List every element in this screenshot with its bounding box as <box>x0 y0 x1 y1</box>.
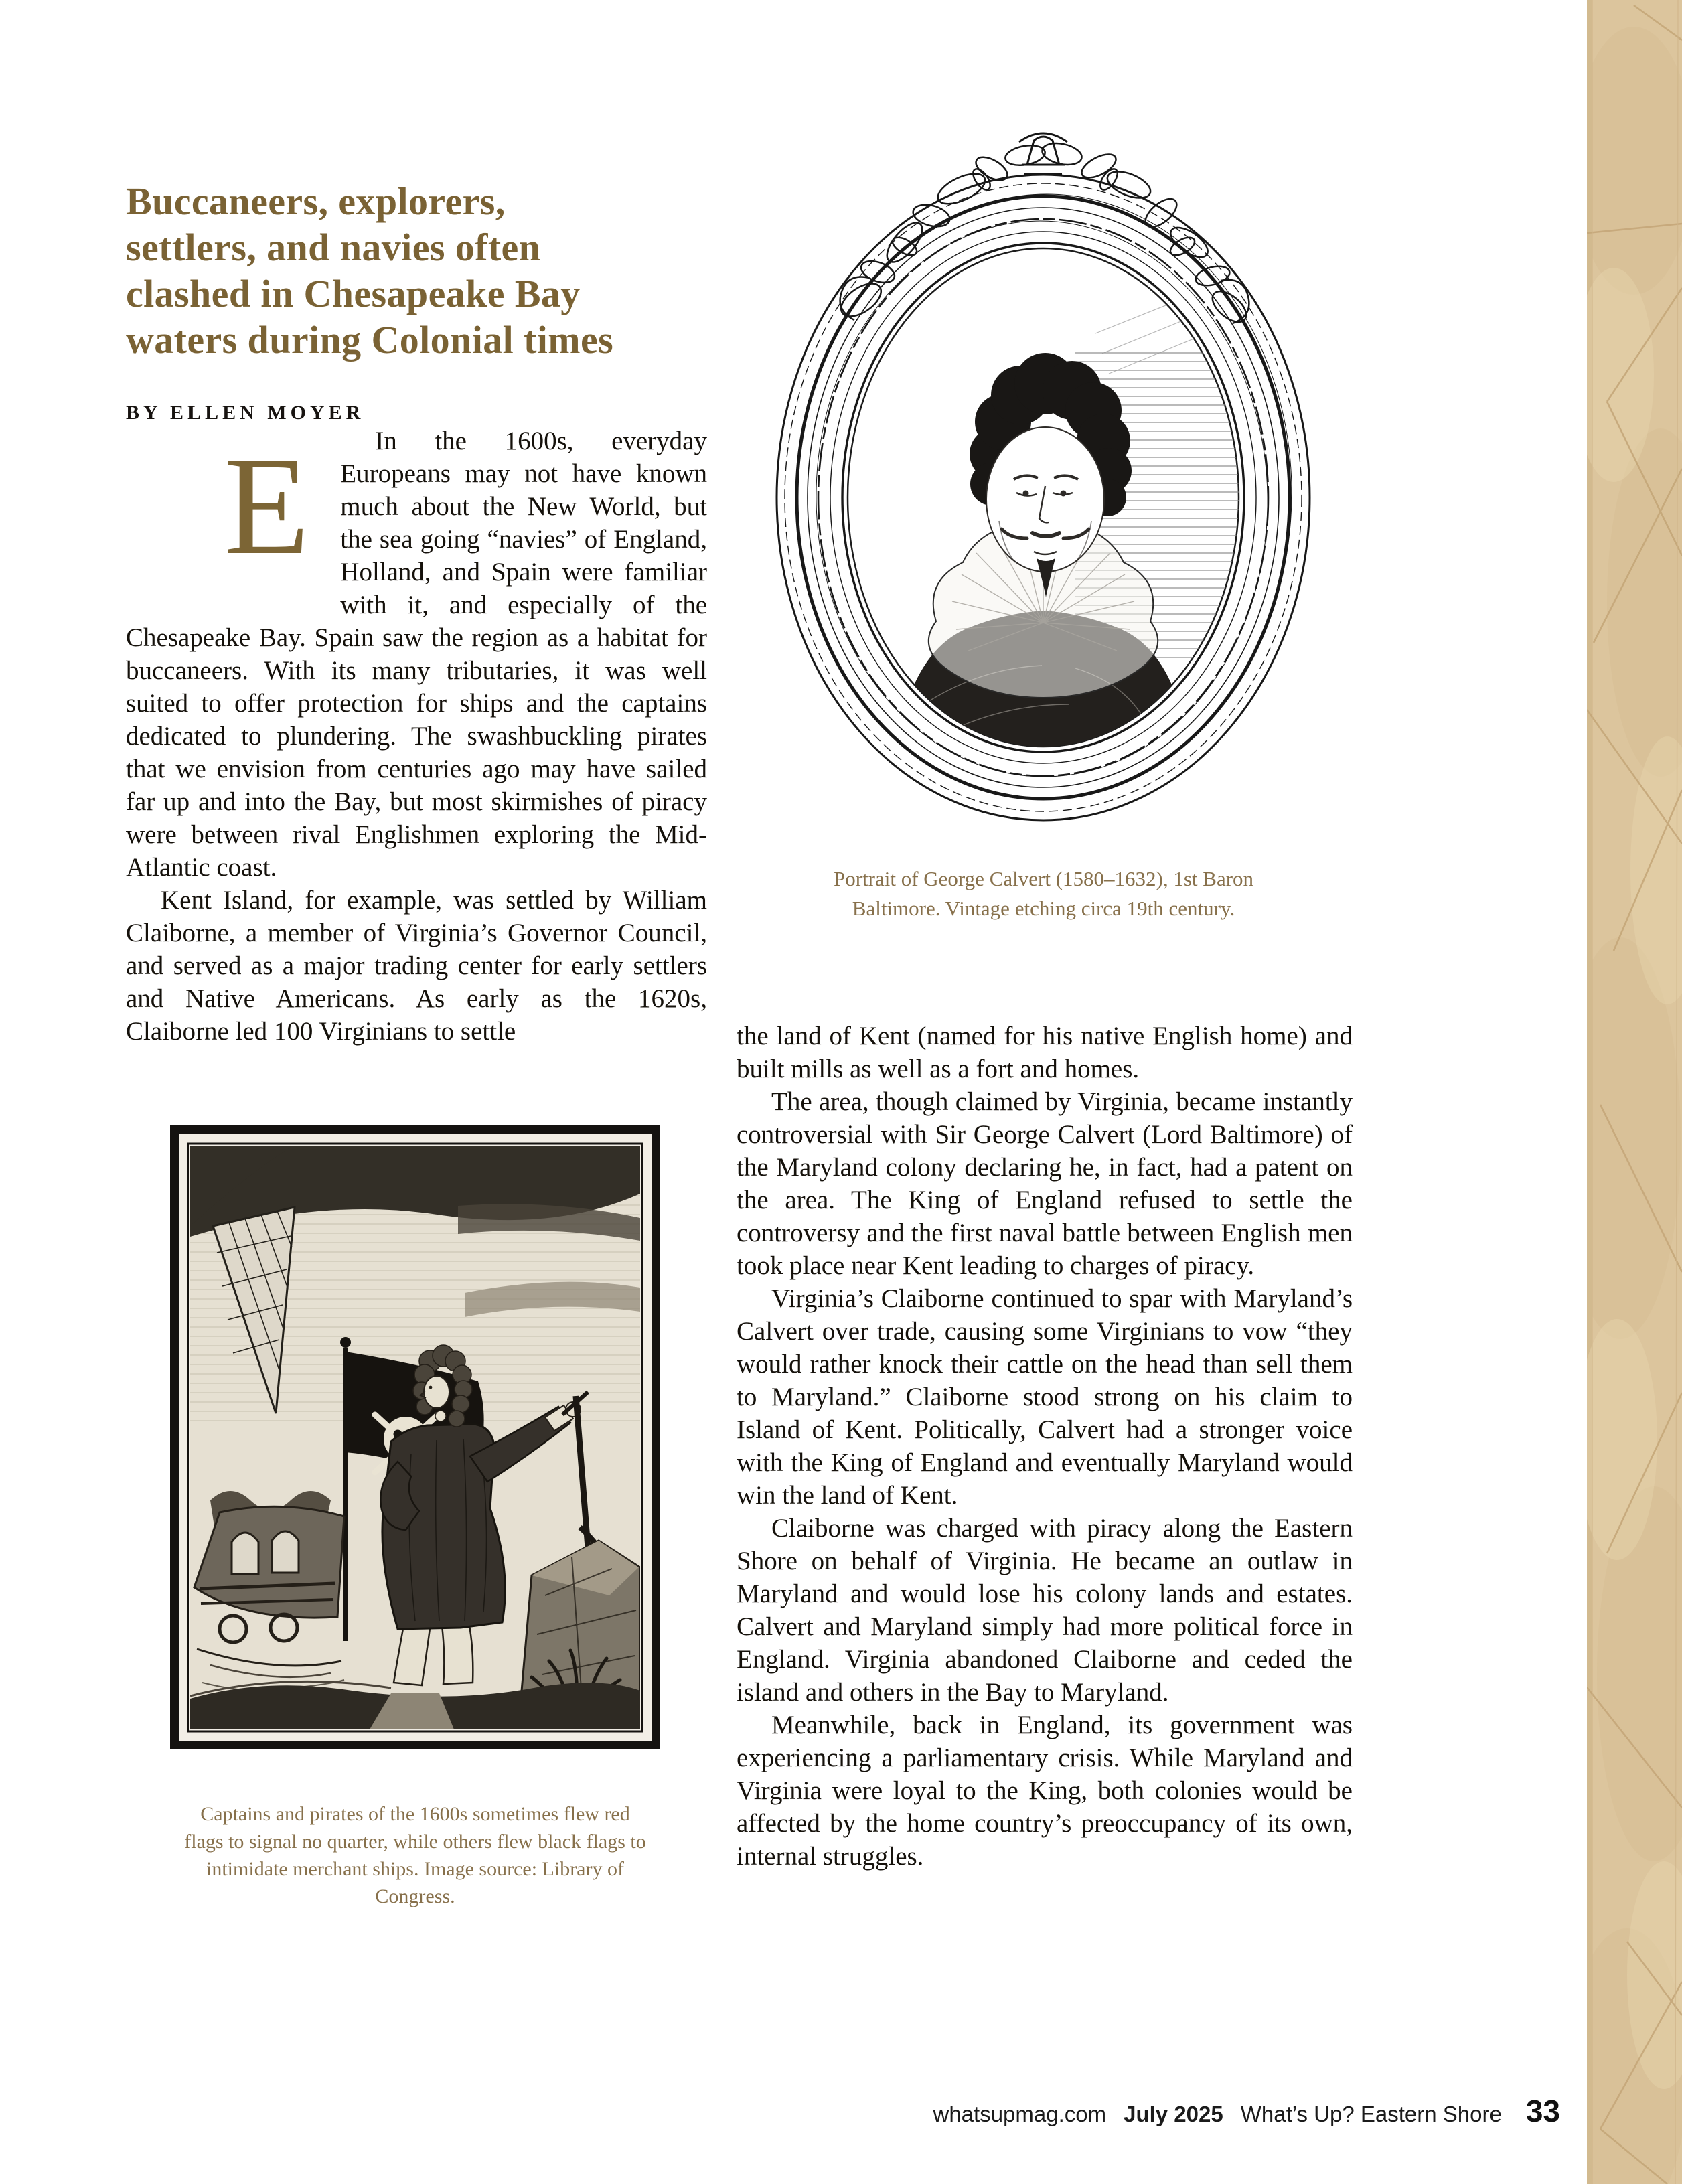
headline-line: waters during Colonial times <box>126 318 614 362</box>
paragraph: Meanwhile, back in England, its government was experiencing a parliamentary crisis. While Maryland and Virginia were loyal to the King, both colonies would be affected by the home country’s preoccupancy of its own, internal struggles. <box>737 1711 1353 1871</box>
paragraph: Kent Island, for example, was settled by William Claiborne, a member of Virginia’s Governor Council, and served as a major trading center for early settlers and Native Americans. As early as the 1620s, Claiborne led 100 Virginians to settle <box>126 886 707 1046</box>
byline: BY ELLEN MOYER <box>126 402 365 424</box>
headline-line: settlers, and navies often <box>126 226 541 269</box>
portrait-etching-illustration <box>761 79 1326 832</box>
right-column <box>737 79 1353 1873</box>
footer-page-number: 33 <box>1525 2094 1560 2128</box>
portrait-caption: Portrait of George Calvert (1580–1632), 1st Baron Baltimore. Vintage etching circa 19th century. <box>833 867 1254 920</box>
footer-website: whatsupmag.com <box>933 2102 1107 2126</box>
paragraph: The area, though claimed by Virginia, became instantly controversial with Sir George Calvert (Lord Baltimore) of the Maryland colony declaring he, in fact, had a patent on the area. The King of England refused to settle the controversy and the first naval battle between English men took place near Kent leading to charges of piracy. <box>737 1087 1353 1280</box>
paragraph: Claiborne was charged with piracy along the Eastern Shore on behalf of Virginia. He became an outlaw in Maryland and would lose his colony lands and estates. Calvert and Maryland simply had more political force in England. Virginia abandoned Claiborne and ceded the island and others in the Bay to Maryland. <box>737 1514 1353 1707</box>
headline-line: Buccaneers, explorers, <box>126 179 506 223</box>
page-footer <box>933 2093 1560 2129</box>
left-column <box>126 178 707 1910</box>
dropcap-initial: E <box>224 428 310 584</box>
pirate-woodcut-figure <box>170 1125 660 1910</box>
portrait-figure <box>761 79 1326 923</box>
paragraph: the land of Kent (named for his native English home) and built mills as well as a fort and homes. <box>737 1022 1353 1083</box>
opening-paragraph <box>126 424 707 884</box>
pirate-caption: Captains and pirates of the 1600s sometimes flew red flags to signal no quarter, while others flew black flags to intimidate merchant ships. Image source: Library of Congress. <box>184 1803 646 1907</box>
pirate-woodcut-illustration <box>170 1125 660 1749</box>
parchment-texture-band <box>1587 0 1682 2184</box>
footer-issue: July 2025 <box>1124 2102 1223 2126</box>
parchment-texture-illustration <box>1587 0 1682 2184</box>
headline <box>126 178 707 363</box>
paragraph-text: In the 1600s, everyday Europeans may not have known much about the New World, but the sea going “navies” of England, Holland, and Spain were familiar with it, and especially of the Chesapeake Bay. Spain saw the region as a habitat for buccaneers. With its many tributaries, it was well suited to offer protection for ships and the captains dedicated to plundering. The swashbuckling pirates that we envision from centuries ago may have sailed far up and into the Bay, but most skirmishes of piracy were between rival Englishmen exploring the Mid-Atlantic coast. <box>126 426 707 882</box>
headline-line: clashed in Chesapeake Bay <box>126 272 581 315</box>
paragraph: Virginia’s Claiborne continued to spar with Maryland’s Calvert over trade, causing some Virginians to vow “they would rather knock their cattle on the head than sell them to Maryland.” Claiborne stood strong on his claim to Island of Kent. Politically, Calvert had a stronger voice with the King of England and eventually Maryland would win the land of Kent. <box>737 1284 1353 1510</box>
footer-publication: What’s Up? Eastern Shore <box>1240 2102 1502 2126</box>
